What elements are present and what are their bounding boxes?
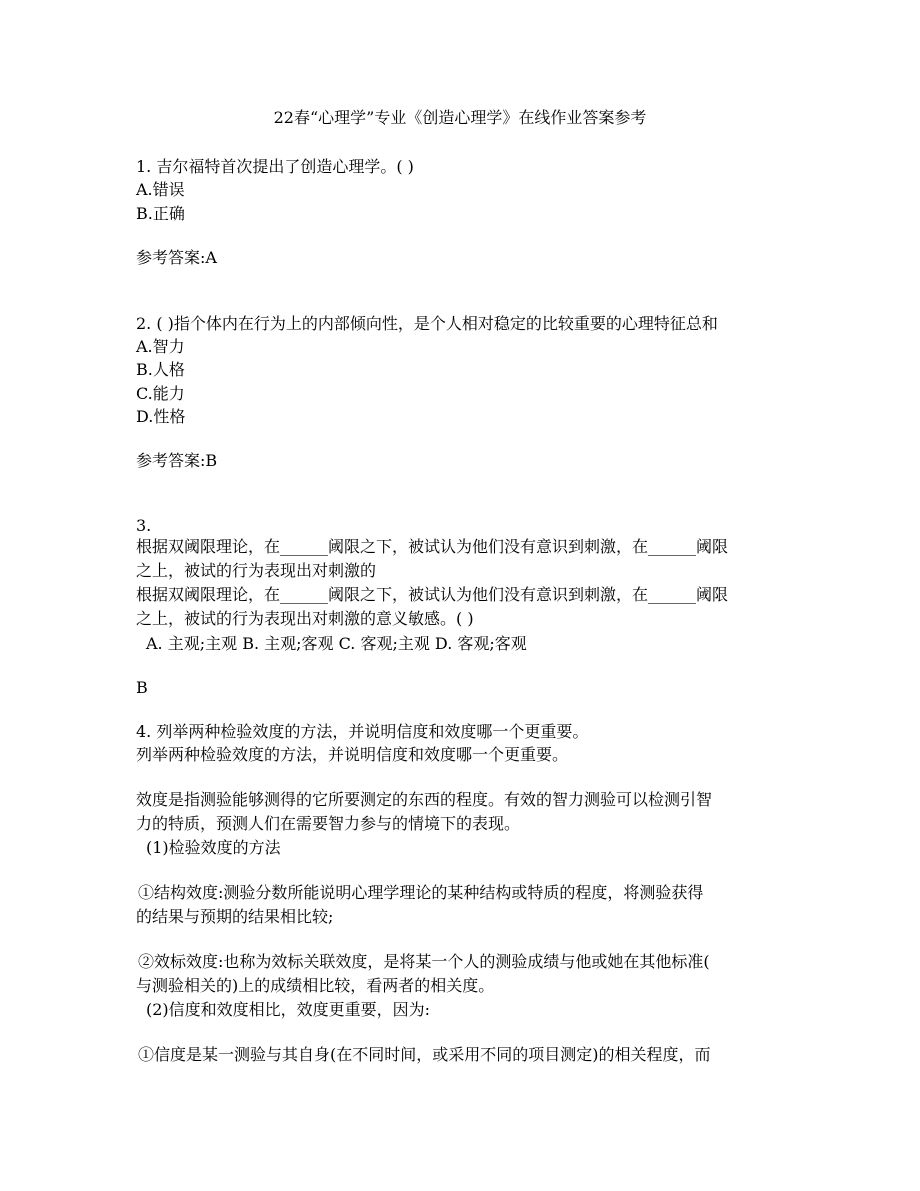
question-2-option-c: C.能力 [136,384,185,403]
question-3-stem-line: 之上，被试的行为表现出对刺激的意义敏感。( ) [136,609,474,628]
question-4-answer-line: ①信度是某一测验与其自身(在不同时间，或采用不同的项目测定)的相关程度，而 [138,1045,711,1064]
question-4-answer-line: ①结构效度:测验分数所能说明心理学理论的某种结构或特质的程度，将测验获得 [138,883,704,902]
question-2-answer: 参考答案:B [136,451,218,470]
question-4-answer-line: ②效标效度:也称为效标关联效度，是将某一个人的测验成绩与他或她在其他标准( [138,952,710,971]
question-4-stem-line: 4. 列举两种检验效度的方法，并说明信度和效度哪一个更重要。 [136,722,589,741]
question-3-stem-line: 根据双阈限理论，在______阈限之下，被试认为他们没有意识到刺激，在______阈限 [136,537,729,556]
question-1-option-b: B.正确 [136,204,185,223]
question-1-answer: 参考答案:A [136,248,217,267]
question-3-answer: B [136,678,148,697]
question-1-option-a: A.错误 [136,180,185,199]
document-title: 22春“心理学”专业《创造心理学》在线作业答案参考 [273,108,647,127]
question-3-options: A. 主观;主观 B. 主观;客观 C. 客观;主观 D. 客观;客观 [146,634,527,653]
question-2-option-d: D.性格 [136,407,186,426]
question-4-answer-line: 力的特质，预测人们在需要智力参与的情境下的表现。 [136,814,521,833]
question-4-answer-line: (1)检验效度的方法 [146,838,281,857]
question-4-answer-line: 效度是指测验能够测得的它所要测定的东西的程度。有效的智力测验可以检测引智 [136,790,713,809]
question-3-stem-line: 根据双阈限理论，在______阈限之下，被试认为他们没有意识到刺激，在______阈限 [136,585,729,604]
question-2-option-a: A.智力 [136,337,185,356]
question-4-answer-line: 的结果与预期的结果相比较; [136,907,334,926]
question-4-stem-line: 列举两种检验效度的方法，并说明信度和效度哪一个更重要。 [136,745,569,764]
question-4-answer-line: 与测验相关的)上的成绩相比较，看两者的相关度。 [136,976,495,995]
question-2-stem: 2. ( )指个体内在行为上的内部倾向性，是个人相对稳定的比较重要的心理特征总和 [136,314,718,333]
question-1-stem: 1. 吉尔福特首次提出了创造心理学。( ) [136,157,414,176]
question-3-number: 3. [136,516,152,535]
question-4-answer-line: (2)信度和效度相比，效度更重要，因为: [146,1000,431,1019]
question-3-stem-line: 之上，被试的行为表现出对刺激的 [136,561,377,580]
question-2-option-b: B.人格 [136,360,185,379]
